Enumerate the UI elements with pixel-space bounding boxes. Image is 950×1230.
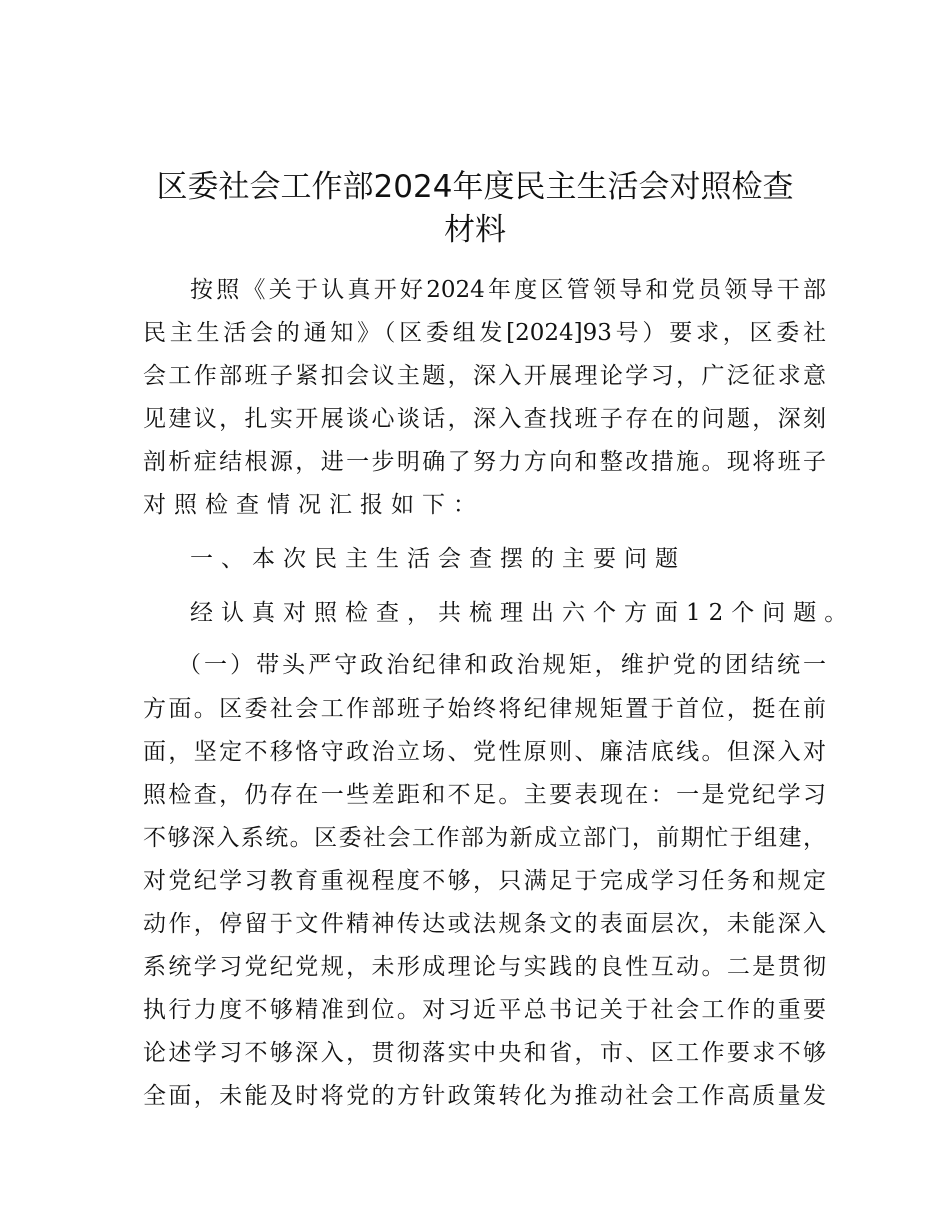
paragraph-3-line: 面，坚定不移恪守政治立场、党性原则、廉洁底线。但深入对	[143, 739, 826, 765]
document-title-line-1: 区委社会工作部2024年度民主生活会对照检查	[156, 169, 794, 205]
paragraph-3-line: 系统学习党纪党规，未形成理论与实践的良性互动。二是贯彻	[143, 954, 826, 980]
paragraph-3-line: 论述学习不够深入，贯彻落实中央和省，市、区工作要求不够	[143, 1040, 826, 1066]
paragraph-3-line: 方面。区委社会工作部班子始终将纪律规矩置于首位，挺在前	[143, 696, 826, 722]
paragraph-1-line: 见建议，扎实开展谈心谈话，深入查找班子存在的问题，深刻	[143, 406, 826, 432]
paragraph-3-line: 全面，未能及时将党的方针政策转化为推动社会工作高质量发	[143, 1083, 826, 1109]
paragraph-3-line: 动作，停留于文件精神传达或法规条文的表面层次，未能深入	[143, 911, 826, 937]
paragraph-1-line: 剖析症结根源，进一步明确了努力方向和整改措施。现将班子	[143, 449, 826, 475]
paragraph-3-line: 照检查，仍存在一些差距和不足。主要表现在：一是党纪学习	[143, 782, 826, 808]
paragraph-3-line: 对党纪学习教育重视程度不够，只满足于完成学习任务和规定	[143, 868, 826, 894]
paragraph-3-line: （一）带头严守政治纪律和政治规矩，维护党的团结统一	[178, 652, 826, 678]
document-title-line-2: 材料	[444, 212, 506, 248]
paragraph-1-line: 会工作部班子紧扣会议主题，深入开展理论学习，广泛征求意	[143, 363, 826, 389]
paragraph-1-line: 民主生活会的通知》（区委组发[2024]93号）要求，区委社	[143, 320, 826, 346]
paragraph-1-line: 按照《关于认真开好2024年度区管领导和党员领导干部	[190, 277, 826, 303]
paragraph-2: 经认真对照检查，共梳理出六个方面12个问题。	[190, 600, 856, 626]
paragraph-3-line: 执行力度不够精准到位。对习近平总书记关于社会工作的重要	[143, 997, 826, 1023]
paragraph-3-line: 不够深入系统。区委社会工作部为新成立部门，前期忙于组建，	[143, 825, 826, 851]
section-heading: 一、本次民主生活会查摆的主要问题	[190, 546, 686, 572]
paragraph-1-line: 对照检查情况汇报如下：	[143, 492, 484, 518]
